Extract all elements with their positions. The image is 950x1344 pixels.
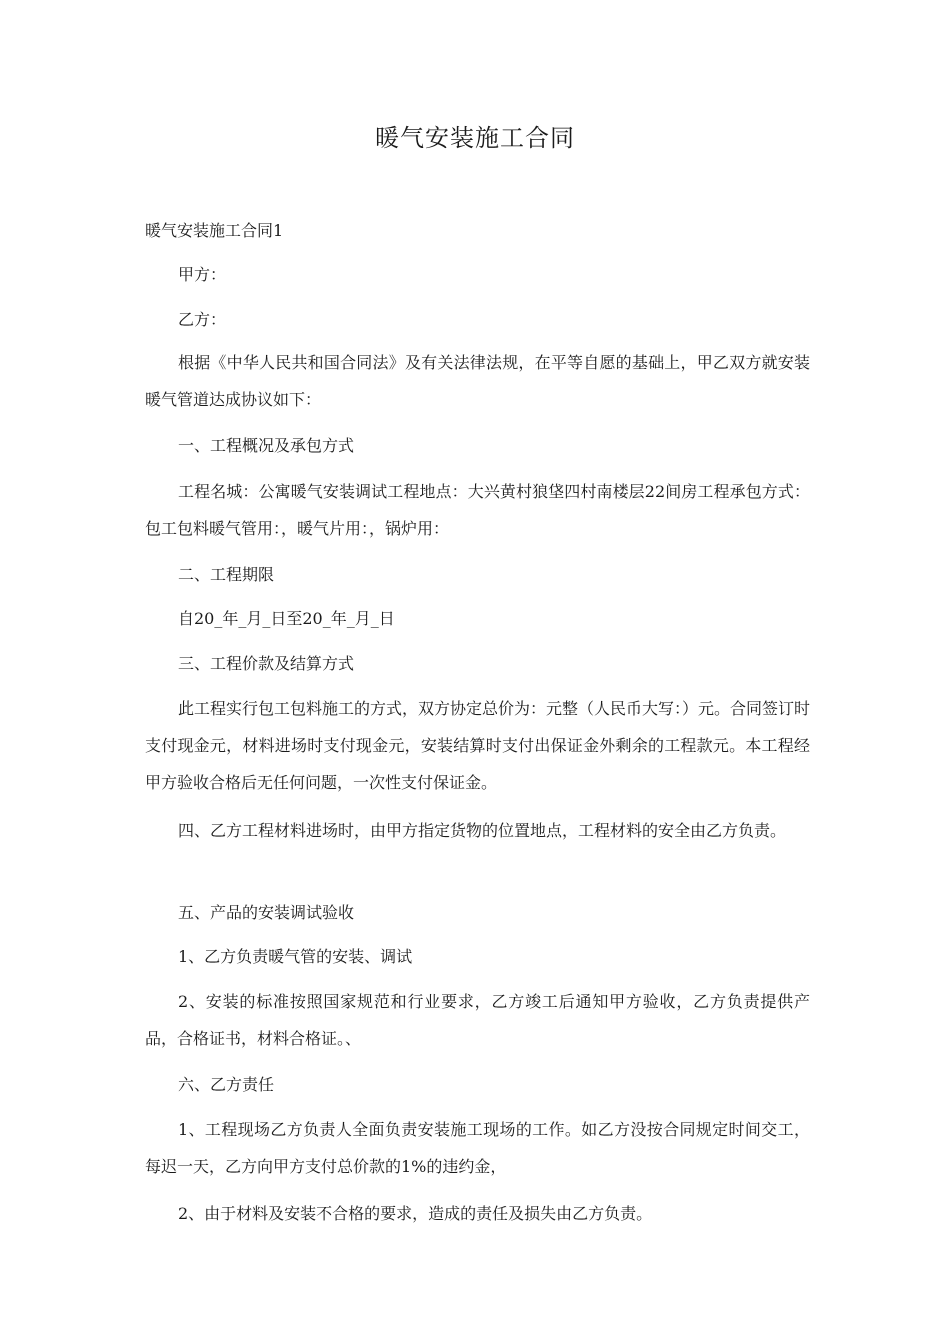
clause-6-1: 1、工程现场乙方负责人全面负责安装施工现场的工作。如乙方没按合同规定时间交工，每迟一天，乙方向甲方支付总价款的1%的违约金， [145, 1120, 810, 1176]
section-heading-3: 三、工程价款及结算方式 [178, 654, 355, 673]
clause-5-2: 2、安装的标准按照国家规范和行业要求，乙方竣工后通知甲方验收，乙方负责提供产品，合格证书，材料合格证。、 [145, 992, 810, 1048]
section-heading-2: 二、工程期限 [178, 565, 275, 584]
section-heading-6: 六、乙方责任 [178, 1075, 275, 1094]
clause-6-2: 2、由于材料及安装不合格的要求，造成的责任及损失由乙方负责。 [178, 1204, 653, 1223]
section-heading-5: 五、产品的安装调试验收 [178, 903, 355, 922]
project-info-paragraph: 工程名城：公寓暖气安装调试工程地点：大兴黄村狼垡四村南楼层22间房工程承包方式：包工包料暖气管用：，暖气片用：，锅炉用： [145, 482, 810, 538]
period-line: 自20_年_月_日至20_年_月_日 [178, 609, 395, 628]
document-title: 暖气安装施工合同 [375, 124, 575, 152]
party-b-line: 乙方： [178, 310, 227, 329]
clause-5-1: 1、乙方负责暖气管的安装、调试 [178, 947, 413, 966]
party-a-line: 甲方： [178, 265, 227, 284]
subtitle: 暖气安装施工合同1 [145, 221, 284, 240]
section-4-paragraph: 四、乙方工程材料进场时，由甲方指定货物的位置地点，工程材料的安全由乙方负责。 [178, 821, 787, 840]
section-heading-1: 一、工程概况及承包方式 [178, 436, 355, 455]
preamble-paragraph: 根据《中华人民共和国合同法》及有关法律法规，在平等自愿的基础上，甲乙双方就安装暖气管道达成协议如下： [145, 353, 810, 409]
payment-paragraph: 此工程实行包工包料施工的方式，双方协定总价为：元整（人民币大写：）元。合同签订时支付现金元，材料进场时支付现金元，安装结算时支付出保证金外剩余的工程款元。本工程经甲方验收合格后无任何问题，一次性支付保证金。 [145, 699, 811, 792]
